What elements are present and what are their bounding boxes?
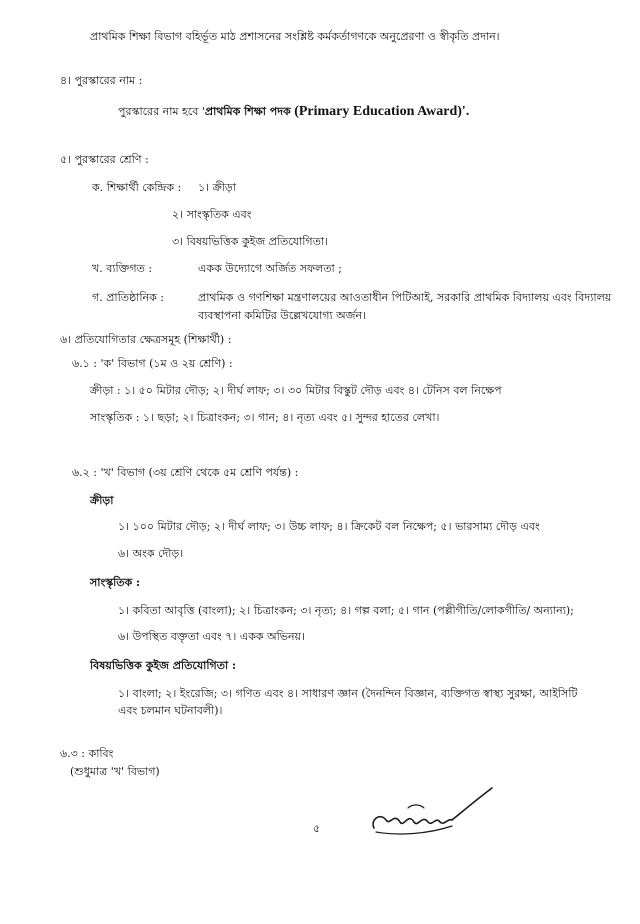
award-name-line bbox=[118, 105, 469, 119]
section-6-2-heading: ৬.২ : 'খ' বিভাগ (৩য় শ্রেণি থেকে ৫ম শ্রেণি পর্যন্ত) : bbox=[72, 466, 299, 479]
section-6-2-sports-label: ক্রীড়া bbox=[90, 494, 114, 507]
section-6-2-sports-line-1: ১। ১০০ মিটার দৌড়; ২। দীর্ঘ লাফ; ৩। উচ্চ লাফ; ৪। ক্রিকেট বল নিক্ষেপ; ৫। ভারসাম্য দৌড় এবং bbox=[118, 520, 540, 533]
section-6-2-culture-label: সাংস্কৃতিক : bbox=[90, 576, 141, 589]
section-6-1-culture: সাংস্কৃতিক : ১। ছড়া; ২। চিত্রাংকন; ৩। গান; ৪। নৃত্য এবং ৫। সুন্দর হাতের লেখা। bbox=[90, 411, 440, 424]
section-6-3-heading: ৬.৩ : কাবিং bbox=[60, 747, 114, 760]
section-5-heading: ৫। পুরস্কারের শ্রেণি : bbox=[60, 153, 149, 166]
award-name-bn: প্রাথমিক শিক্ষা পদক bbox=[204, 105, 291, 118]
section-6-2-quiz-line-2: এবং চলমান ঘটনাবলী)। bbox=[118, 704, 223, 717]
intro-text: প্রাথমিক শিক্ষা বিভাগ বহির্ভূত মাঠ প্রশাসনের সংশ্লিষ্ট কর্মকর্তাগণকে অনুপ্রেরণা ও স্বীকৃতি প্রদান। bbox=[90, 30, 500, 43]
section-6-2-sports-line-2: ৬। অংক দৌড়। bbox=[118, 547, 184, 560]
category-ka-item-3: ৩। বিষয়ভিত্তিক কুইজ প্রতিযোগিতা। bbox=[172, 235, 328, 248]
category-ka-item-2: ২। সাংস্কৃতিক এবং bbox=[172, 208, 252, 221]
category-ga-label: গ. প্রাতিষ্ঠানিক : bbox=[92, 291, 164, 304]
category-ga-line-1: প্রাথমিক ও গণশিক্ষা মন্ত্রণালয়ের আওতাধীন পিটিআই, সরকারি প্রাথমিক বিদ্যালয় এবং বিদ্যালয় bbox=[198, 291, 612, 304]
award-name-en: (Primary Education Award)'. bbox=[290, 104, 470, 119]
award-name-prefix: পুরস্কারের নাম হবে ' bbox=[118, 105, 205, 118]
category-ka-label: ক. শিক্ষার্থী কেন্দ্রিক : bbox=[92, 181, 182, 194]
category-kha-label: খ. ব্যক্তিগত : bbox=[92, 262, 153, 275]
section-6-2-quiz-line-1: ১। বাংলা; ২। ইংরেজি; ৩। গণিত এবং ৪। সাধারণ জ্ঞান (দৈনন্দিন বিজ্ঞান, ব্যক্তিগত স্বাস্থ্য সুরক্ষা, আইসিটি bbox=[118, 687, 578, 700]
signature-mark bbox=[368, 782, 498, 842]
section-6-2-culture-line-2: ৬। উপস্থিত বক্তৃতা এবং ৭। একক অভিনয়। bbox=[118, 630, 305, 643]
category-kha-text: একক উদ্যোগে অর্জিত সফলতা ; bbox=[198, 262, 342, 275]
page-number: ৫ bbox=[313, 822, 321, 835]
category-ga-line-2: ব্যবস্থাপনা কমিটির উল্লেখযোগ্য অর্জন। bbox=[198, 309, 367, 322]
section-6-1-heading: ৬.১ : 'ক' বিভাগ (১ম ও ২য় শ্রেণি) : bbox=[72, 357, 233, 370]
section-6-3-note: (শুধুমাত্র 'খ' বিভাগ) bbox=[70, 765, 160, 778]
section-6-heading: ৬। প্রতিযোগিতার ক্ষেত্রসমূহ (শিক্ষার্থী) : bbox=[60, 333, 232, 346]
section-6-2-quiz-label: বিষয়ভিত্তিক কুইজ প্রতিযোগিতা : bbox=[90, 659, 237, 672]
section-4-heading: ৪। পুরস্কারের নাম : bbox=[60, 74, 143, 87]
section-6-1-sports: ক্রীড়া : ১। ৫০ মিটার দৌড়; ২। দীর্ঘ লাফ; ৩। ৩০ মিটার বিস্কুট দৌড় এবং ৪। টেনিস বল নিক্ষেপ bbox=[90, 384, 502, 397]
category-ka-item-1: ১। ক্রীড়া bbox=[198, 181, 236, 194]
section-6-2-culture-line-1: ১। কবিতা আবৃত্তি (বাংলা); ২। চিত্রাংকন; ৩। নৃত্য; ৪। গল্প বলা; ৫। গান (পল্লীগীতি/লোকগীতি/ অন্যান্য); bbox=[118, 604, 574, 617]
